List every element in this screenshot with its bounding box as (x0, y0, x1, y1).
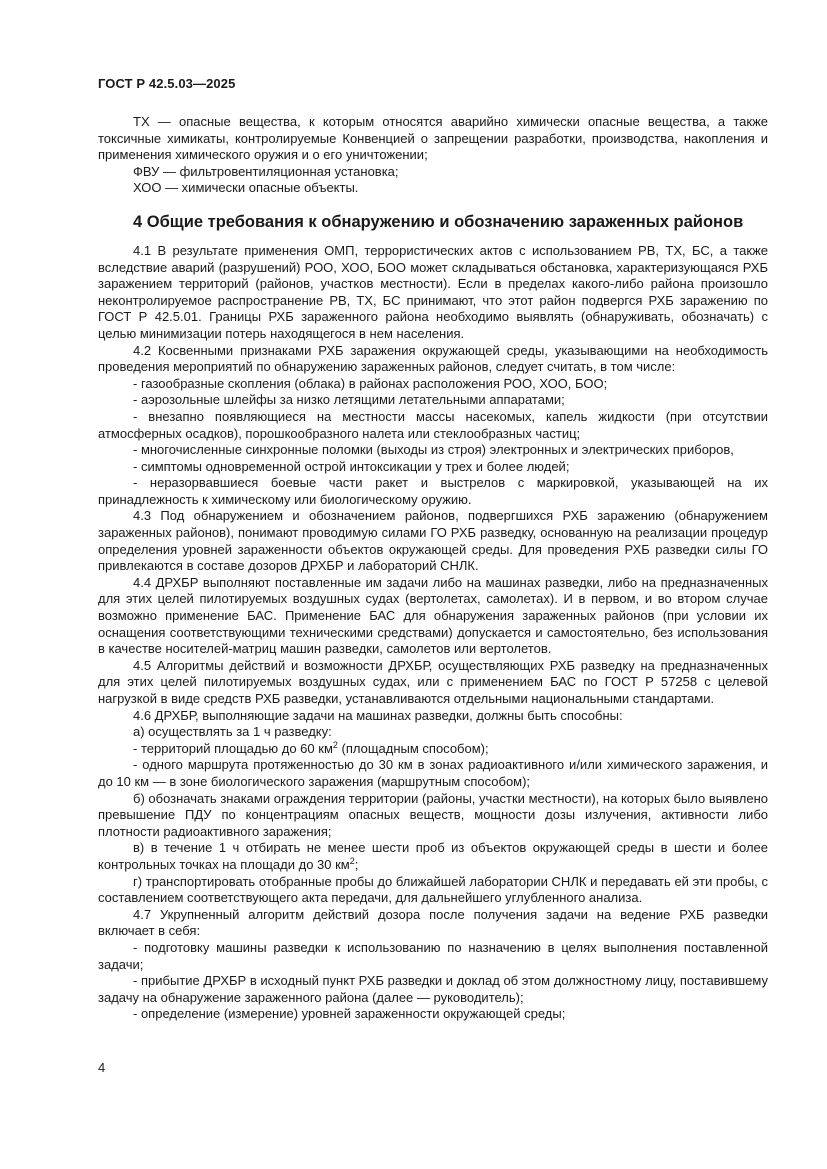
item-v (98, 840, 768, 873)
document-header: ГОСТ Р 42.5.03—2025 (98, 76, 236, 91)
list-item: - подготовку машины разведки к использованию по назначению в целях выполнения поставленной задачи; (98, 939, 768, 972)
item-a-territory (98, 741, 768, 758)
item-v-text: в) в течение 1 ч отбирать не менее шести проб из объектов окружающей среды в шести и более контрольных точках на площади до 30 км (98, 840, 768, 872)
item-a-route: - одного маршрута протяженностью до 30 км в зонах радиоактивного и/или химического заражения, и до 10 км — в зоне биологического заражения (маршрутным способом); (98, 757, 768, 789)
section-title: 4 Общие требования к обнаружению и обозначению зараженных районов (133, 212, 744, 231)
list-item: - газообразные скопления (облака) в районах расположения РОО, ХОО, БОО; (133, 375, 608, 391)
item-g: г) транспортировать отобранные пробы до ближайшей лаборатории СНЛК и передавать ей эти пробы, с составлением соответствующего акта передачи, для дальнейшего углубленного анализа. (98, 873, 768, 906)
superscript-2: 2 (332, 739, 338, 750)
paragraph-4-3: 4.3 Под обнаружением и обозначением районов, подвергшихся РХБ заражению (обнаружением зараженных районов), понимают проводимую силами ГО РХБ разведку, основанную на реализации процедур определения уровней зараженности объектов окружающей среды. Для проведения РХБ разведки силы ГО привлекаются в составе дозоров ДРХБР и лабораторий СНЛК. (98, 508, 768, 574)
abbreviation-khoo: ХОО — химически опасные объекты. (133, 180, 359, 196)
list-item: - аэрозольные шлейфы за низко летящими летательными аппаратами; (133, 392, 565, 408)
list-item: - прибытие ДРХБР в исходный пункт РХБ разведки и доклад об этом должностному лицу, поставившему задачу на обнаружение зараженного района (далее — руководитель); (98, 973, 768, 1005)
item-b: б) обозначать знаками ограждения территории (районы, участки местности), на которых было выявлено превышение ПДУ по концентрациям опасных веществ, мощности дозы излучения, активности либо плотности радиоактивного заражения; (98, 790, 768, 839)
paragraph-4-1: 4.1 В результате применения ОМП, террористических актов с использованием РВ, ТХ, БС, а также вследствие аварий (разрушений) РОО, ХОО, БОО может складываться обстановка, характеризующаяся РХБ заражением территорий (районов, участков местности). Если в пределах какого-либо района произошло неконтролируемое распространение РВ, ТХ, БС принимают, что этот район подвергся РХБ заражению по ГОСТ Р 42.5.01. Границы РХБ зараженного района необходимо выявлять (обнаруживать, обозначать) с целью минимизации потерь находящегося в нем населения. (98, 242, 768, 341)
list-item: - неразорвавшиеся боевые части ракет и выстрелов с маркировкой, указывающей на их принадлежность к химическому или биологическому оружию. (98, 475, 768, 507)
paragraph-4-6: 4.6 ДРХБР, выполняющие задачи на машинах разведки, должны быть способны: (133, 707, 623, 723)
item-a-territory-tail: (площадным способом); (337, 740, 489, 756)
paragraph-4-4: 4.4 ДРХБР выполняют поставленные им задачи либо на машинах разведки, либо на предназначенных для этих целей пилотируемых воздушных судах (вертолетах, самолетах). И в первом, и во втором случае возможно применение БАС. Применение БАС для обнаружения зараженных районов (при условии их оснащения соответствующими техническими средствами) допускается и самостоятельно, без использования в качестве носителей-матриц машин разведки, самолетов или вертолетов. (98, 574, 768, 657)
list-item: - определение (измерение) уровней зараженности окружающей среды; (133, 1006, 566, 1022)
paragraph-4-7: 4.7 Укрупненный алгоритм действий дозора после получения задачи на ведение РХБ разведки включает в себя: (98, 906, 768, 939)
item-v-tail: ; (354, 856, 359, 872)
paragraph-4-5: 4.5 Алгоритмы действий и возможности ДРХБР, осуществляющих РХБ разведку на предназначенных для этих целей пилотируемых воздушных судах, или с применением БАС по ГОСТ Р 57258 с целевой нагрузкой в виде средств РХБ разведки, устанавливаются отдельными национальными стандартами. (98, 657, 768, 706)
paragraph-4-2: 4.2 Косвенными признаками РХБ заражения окружающей среды, указывающими на необходимость проведения мероприятий по обнаружению зараженных районов, следует считать, в том числе: (98, 342, 768, 375)
page-body (98, 114, 768, 1023)
page-number: 4 (98, 1060, 106, 1075)
abbreviations-list (98, 114, 768, 197)
abbreviation-fvu: ФВУ — фильтровентиляционная установка; (133, 163, 399, 179)
list-item: - внезапно появляющиеся на местности массы насекомых, капель жидкости (при отсутствии атмосферных осадков), порошкообразного налета или стеклообразных частиц; (98, 408, 768, 441)
abbreviation-tkh: ТХ — опасные вещества, к которым относятся аварийно химически опасные вещества, а также токсичные химикаты, контролируемые Конвенцией о запрещении разработки, производства, накопления и применения химического оружия и о его уничтожении; (98, 114, 768, 163)
superscript-2: 2 (349, 855, 355, 866)
list-item: - многочисленные синхронные поломки (выходы из строя) электронных и электрических приборов, (133, 442, 734, 458)
list-item: - симптомы одновременной острой интоксикации у трех и более людей; (133, 458, 570, 474)
item-a-territory-text: - территорий площадью до 60 км (133, 740, 333, 756)
item-a: а) осуществлять за 1 ч разведку: (133, 724, 332, 740)
